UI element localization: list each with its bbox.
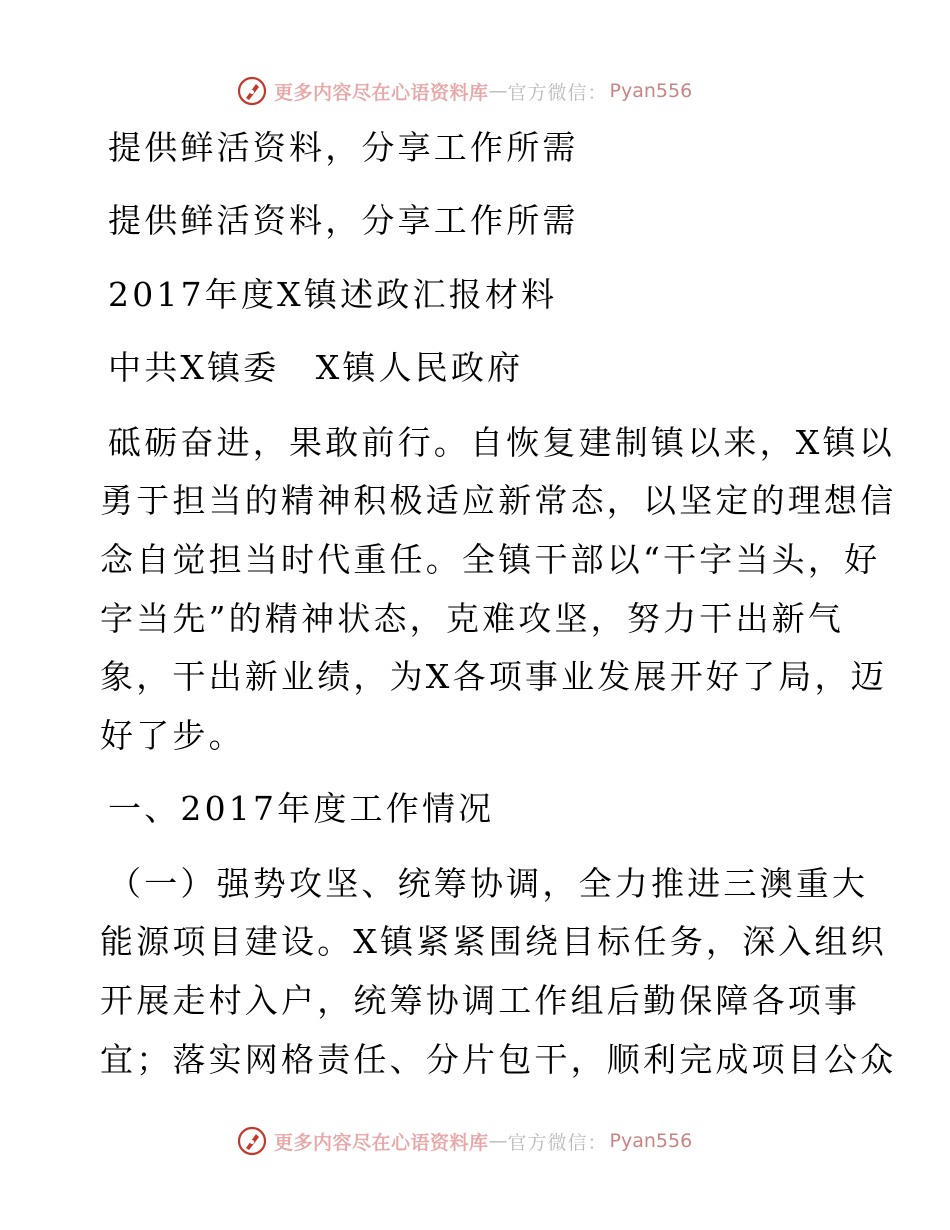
watermark-wechat-label: 官方微信： (507, 1131, 608, 1154)
paragraph-line: （一）强势攻坚、统筹协调，全力推进三澳重大 (108, 864, 869, 903)
footer-watermark (236, 1124, 692, 1158)
paragraph-line: 开展走村入户，统筹协调工作组后勤保障各项事 (100, 981, 861, 1020)
watermark-dash: — (488, 80, 508, 102)
watermark-wechat-id: Pyan556 (609, 1130, 693, 1152)
watermark-dash: — (488, 1130, 508, 1152)
paragraph-line: 勇于担当的精神积极适应新常态，以坚定的理想信 (100, 481, 897, 520)
paragraph-line: 能源项目建设。X镇紧紧围绕目标任务，深入组织 (100, 922, 887, 961)
paragraph-line: 宜；落实网格责任、分片包干，顺利完成项目公众 (100, 1040, 897, 1079)
paragraph-line: 念自觉担当时代重任。全镇干部以“干字当头，好 (100, 540, 881, 579)
watermark-wechat-id: Pyan556 (609, 80, 693, 102)
tagline: 提供鲜活资料，分享工作所需 (108, 201, 579, 240)
document-authors: 中共X镇委 X镇人民政府 (108, 348, 524, 387)
watermark-main-text: 更多内容尽在心语资料库 (274, 81, 489, 104)
paragraph-line: 砥砺奋进，果敢前行。自恢复建制镇以来，X镇以 (108, 423, 895, 462)
pen-nib-circle-icon (236, 1125, 268, 1157)
watermark-main-text: 更多内容尽在心语资料库 (274, 1131, 489, 1154)
section-heading: 一、2017年度工作情况 (108, 789, 495, 828)
watermark-wechat-label: 官方微信： (507, 81, 608, 104)
header-watermark (236, 74, 692, 108)
paragraph-line: 字当先”的精神状态，克难攻坚，努力干出新气 (100, 599, 845, 638)
paragraph-line: 象，干出新业绩，为X各项事业发展开好了局，迈 (100, 657, 887, 696)
document-title: 2017年度X镇述政汇报材料 (108, 275, 558, 314)
paragraph-line: 好了步。 (100, 716, 245, 755)
pen-nib-circle-icon (236, 75, 268, 107)
tagline: 提供鲜活资料，分享工作所需 (108, 128, 579, 167)
